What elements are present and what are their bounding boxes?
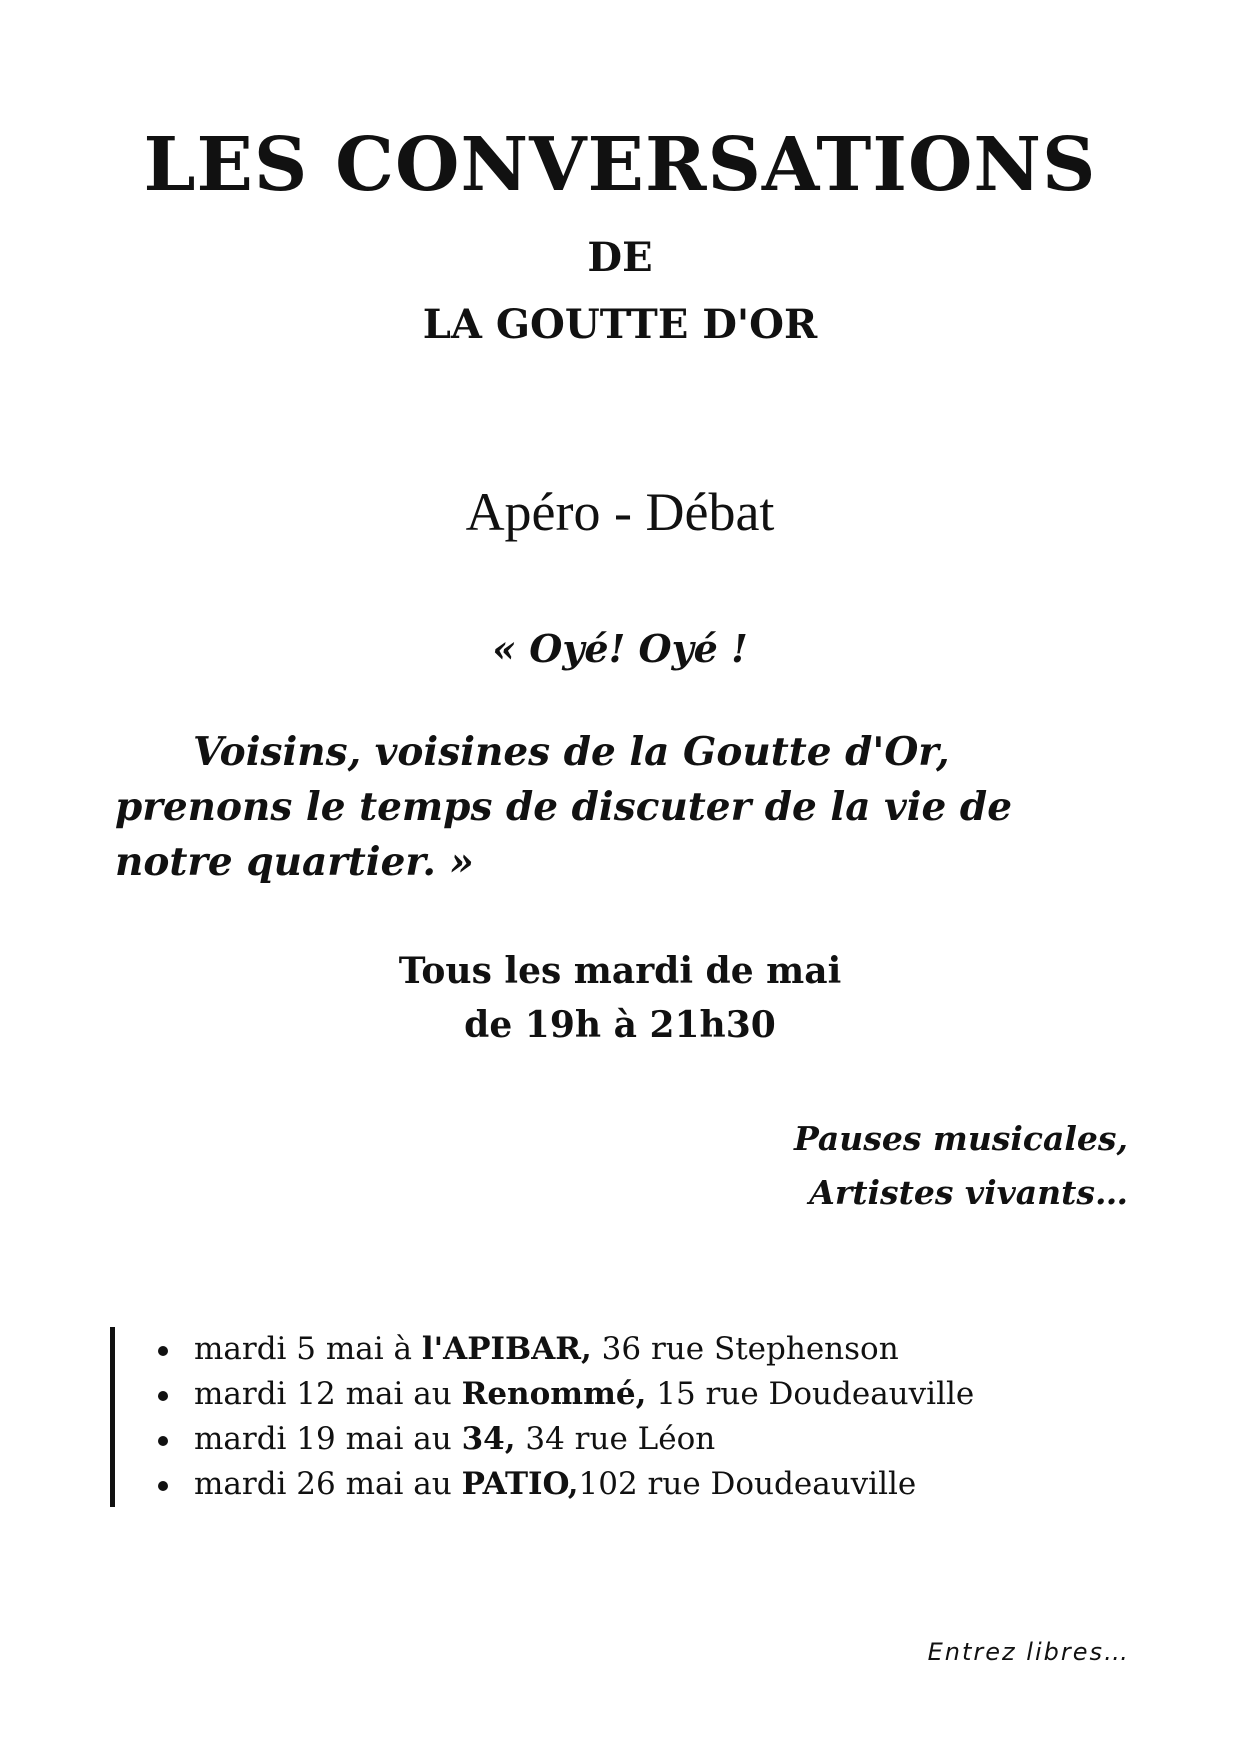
schedule-item xyxy=(158,1327,974,1372)
schedule-item xyxy=(158,1462,974,1507)
event-type: Apéro - Débat xyxy=(465,482,775,542)
schedule-rule xyxy=(110,1327,115,1507)
schedule-date: mardi 12 mai au xyxy=(194,1376,462,1412)
schedule-block xyxy=(110,1327,1110,1507)
bullet-icon xyxy=(158,1346,168,1356)
quote-block xyxy=(115,725,1125,890)
schedule-address: 36 rue Stephenson xyxy=(591,1331,899,1367)
subtitle-place: LA GOUTTE D'OR xyxy=(422,301,818,348)
bullet-icon xyxy=(158,1391,168,1401)
schedule-venue: Renommé, xyxy=(461,1376,647,1412)
schedule-address: 15 rue Doudeauville xyxy=(646,1376,975,1412)
schedule-date: mardi 5 mai à xyxy=(194,1331,422,1367)
quote-line: notre quartier. » xyxy=(115,839,474,885)
extras-line: Pauses musicales, xyxy=(793,1119,1128,1158)
subtitle-de: DE xyxy=(587,234,653,281)
when-line-2: de 19h à 21h30 xyxy=(464,1004,776,1046)
schedule-item xyxy=(158,1417,974,1462)
extras-line: Artistes vivants… xyxy=(809,1173,1128,1212)
schedule-venue: PATIO, xyxy=(461,1466,579,1502)
schedule-venue: 34, xyxy=(461,1421,516,1457)
extras-block xyxy=(528,1112,1128,1220)
schedule-address: 102 rue Doudeauville xyxy=(578,1466,917,1502)
bullet-icon xyxy=(158,1436,168,1446)
schedule-date: mardi 19 mai au xyxy=(194,1421,462,1457)
bullet-icon xyxy=(158,1481,168,1491)
schedule-item xyxy=(158,1372,974,1417)
schedule-date: mardi 26 mai au xyxy=(194,1466,462,1502)
call-out: « Oyé! Oyé ! xyxy=(492,626,748,671)
schedule-address: 34 rue Léon xyxy=(515,1421,716,1457)
schedule-list xyxy=(158,1327,974,1507)
quote-line: Voisins, voisines de la Goutte d'Or, xyxy=(193,729,950,775)
footer-note: Entrez libres… xyxy=(927,1638,1130,1666)
when-line-1: Tous les mardi de mai xyxy=(398,950,842,992)
schedule-venue: l'APIBAR, xyxy=(421,1331,592,1367)
quote-line: prenons le temps de discuter de la vie de xyxy=(115,784,1013,830)
flyer-title: LES CONVERSATIONS xyxy=(143,122,1097,208)
